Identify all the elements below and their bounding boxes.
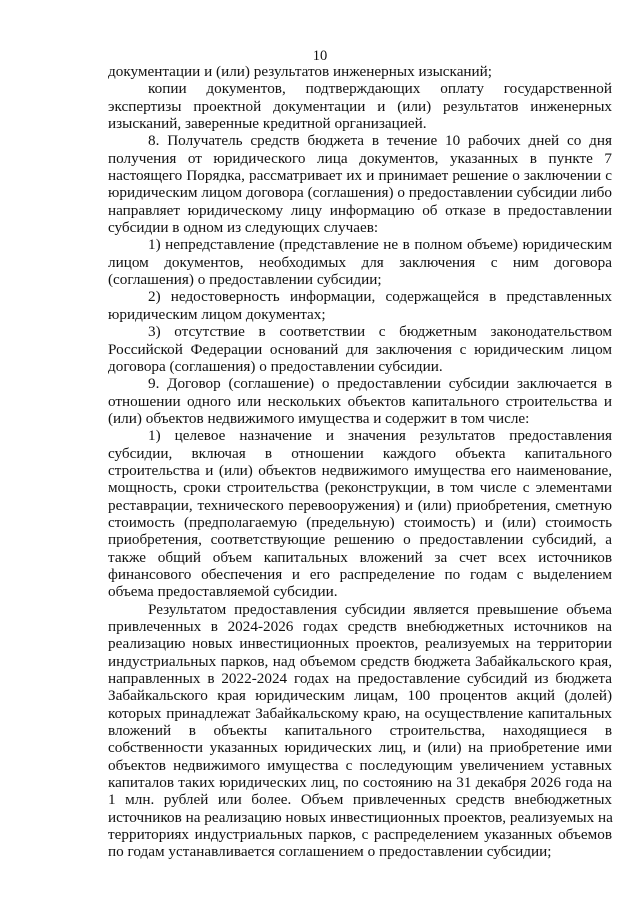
text-line: Результатом предоставления субсидии является превышение объема [148,600,612,618]
text-line: документации и (или) результатов инженерных изысканий; [108,63,493,80]
text-line: Российской Федерации оснований для заключения с юридическим лицом [108,340,612,358]
text-line: реализацию новых инвестиционных проектов, реализуемых на территории [108,635,612,653]
text-line: источников на реализацию новых инвестиционных проектов, реализуемых на [108,808,613,826]
text-line: объема предоставляемой субсидии. [108,583,338,601]
text-line: индустриальных парков, над объемом средств бюджета Забайкальского края, [108,652,612,670]
text-line: договора (соглашения) о предоставлении субсидии. [108,357,443,375]
text-line: реставрации, технического перевооружения) и (или) приобретения, сметную [108,496,612,514]
text-line: 9. Договор (соглашение) о предоставлении субсидии заключается в [148,375,612,393]
text-line: капиталов таких юридических лиц, по состоянию на 31 декабря 2026 года на [108,774,612,792]
text-line: стоимость (предполагаемую (предельную) стоимость) и (или) стоимость [108,513,612,531]
text-line: получения от юридического лица документов, указанных в пункте 7 [108,149,612,167]
text-line: отношении одного или нескольких объектов капитального строительства и [108,392,612,410]
text-line: объектов недвижимого имущества с последующим увеличением уставных [108,756,612,774]
text-line: 1) непредставление (представление не в полном объеме) юридическим [148,236,612,254]
text-line: финансового обеспечения и его распределение по годам с выделением [108,565,612,583]
text-line: приобретения, соответствующие решению о предоставлении субсидий, а [108,531,612,549]
text-line: также общий объем капитальных вложений за счет всех источников [108,548,612,566]
text-line: 1) целевое назначение и значения результатов предоставления [148,427,612,445]
text-line: которых принадлежат Забайкальскому краю, на осуществление капитальных [108,704,612,722]
text-line: юридическим лицом документах; [108,305,326,323]
text-line: 3) отсутствие в соответствии с бюджетным законодательством [148,323,612,341]
text-line: мощность, сроки строительства (реконструкции, в том числе с элементами [108,479,612,497]
document-body [108,63,612,861]
text-line: копии документов, подтверждающих оплату государственной [148,80,612,98]
text-line: субсидии, включая в отношении каждого объекта капитального [108,444,612,462]
text-line: лицом документов, необходимых для заключения с ним договора [108,253,612,271]
text-line: территориях индустриальных парков, с распределением указанных объемов [108,826,612,844]
text-line: изысканий, заверенные кредитной организацией. [108,115,427,133]
text-line: настоящего Порядка, рассматривает их и принимает решение о заключении с [108,167,612,185]
text-line: (или) объектов недвижимого имущества и содержит в том числе: [108,409,530,427]
text-line: направленных в 2022-2024 годах на предоставление субсидий из бюджета [108,670,612,688]
text-line: 8. Получатель средств бюджета в течение 10 рабочих дней со дня [148,132,612,150]
text-line: 1 млн. рублей или более. Объем привлеченных средств внебюджетных [108,791,612,809]
text-line: направляет юридическому лицу информацию об отказе в предоставлении [108,201,612,219]
page-number: 10 [312,48,328,64]
text-line: юридическим лицом договора (соглашения) о предоставлении субсидии либо [108,184,612,202]
text-line: экспертизы проектной документации и (или) результатов инженерных [108,97,612,115]
text-line: 2) недостоверность информации, содержащейся в представленных [148,288,612,306]
text-line: собственности указанных юридических лиц, и (или) на приобретение ими [108,739,612,757]
text-line: привлеченных в 2024-2026 годах средств внебюджетных источников на [108,618,612,635]
text-line: субсидии в одном из следующих случаев: [108,219,379,237]
text-line: вложений в объекты капитального строительства, находящиеся в [108,722,612,740]
text-line: Забайкальского края юридическим лицам, 100 процентов акций (долей) [108,687,612,705]
text-line: по годам устанавливается соглашением о предоставлении субсидии; [108,843,552,861]
text-line: строительства и (или) объектов недвижимого имущества его наименование, [108,461,612,479]
text-line: (соглашения) о предоставлении субсидии; [108,271,382,289]
